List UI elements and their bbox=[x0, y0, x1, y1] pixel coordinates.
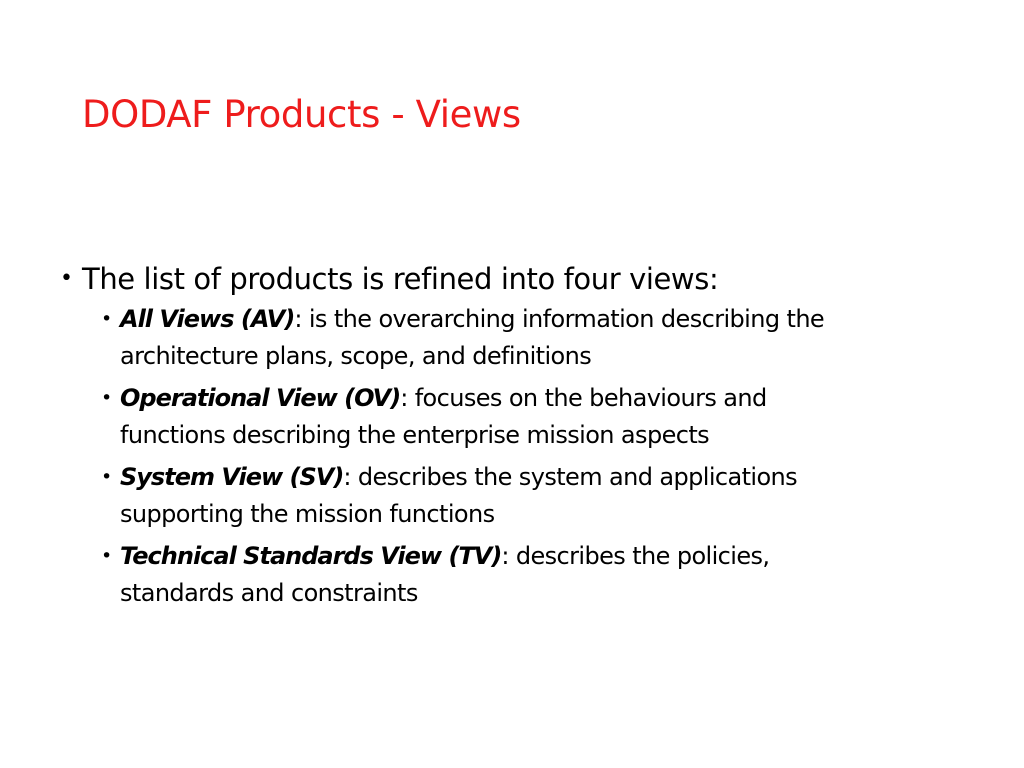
view-term: Technical Standards View (TV) bbox=[120, 542, 502, 570]
list-item-all-views bbox=[101, 301, 950, 375]
view-description: : describes the system and applications bbox=[343, 463, 798, 491]
intro-bullet bbox=[60, 260, 960, 298]
bullet-icon: • bbox=[101, 466, 113, 488]
view-description: : describes the policies, bbox=[501, 542, 770, 570]
bullet-icon: • bbox=[60, 266, 73, 291]
view-term: All Views (AV) bbox=[120, 305, 295, 333]
view-description-continued: supporting the mission functions bbox=[120, 500, 495, 528]
slide-body bbox=[60, 260, 960, 612]
view-description-continued: functions describing the enterprise mission aspects bbox=[120, 421, 710, 449]
slide-title: DODAF Products - Views bbox=[82, 93, 521, 136]
view-description-continued: architecture plans, scope, and definitions bbox=[120, 342, 592, 370]
view-term: System View (SV) bbox=[120, 463, 344, 491]
views-list bbox=[60, 301, 960, 612]
list-item-line bbox=[120, 459, 950, 496]
list-item-operational-view bbox=[101, 380, 950, 454]
view-description: : focuses on the behaviours and bbox=[400, 384, 767, 412]
bullet-icon: • bbox=[101, 545, 113, 567]
list-item-line bbox=[120, 538, 950, 575]
bullet-icon: • bbox=[101, 387, 113, 409]
list-item-line bbox=[120, 301, 950, 338]
view-term: Operational View (OV) bbox=[120, 384, 401, 412]
list-item-technical-standards-view bbox=[101, 538, 950, 612]
view-description: : is the overarching information describing the bbox=[294, 305, 825, 333]
view-description-continued: standards and constraints bbox=[120, 579, 418, 607]
list-item-system-view bbox=[101, 459, 950, 533]
list-item-line bbox=[120, 380, 950, 417]
intro-text: The list of products is refined into four views: bbox=[82, 262, 719, 296]
bullet-icon: • bbox=[101, 308, 113, 330]
